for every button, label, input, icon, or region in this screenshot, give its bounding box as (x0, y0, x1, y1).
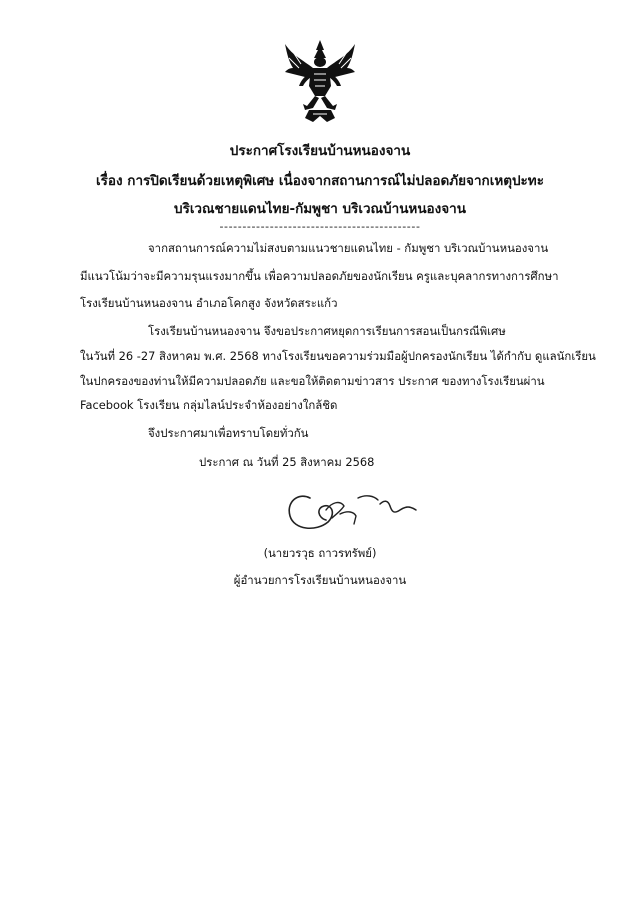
body-paragraph-2-line-2: ในวันที่ 26 -27 สิงหาคม พ.ศ. 2568 ทางโรงเรียนขอความร่วมมือผู้ปกครองนักเรียน ได้กำกับ ดูแลนักเรียน (80, 349, 596, 363)
announcement-subject-cont: บริเวณชายแดนไทย-กัมพูชา บริเวณบ้านหนองจาน (174, 201, 466, 217)
announcement-subject: เรื่อง การปิดเรียนด้วยเหตุพิเศษ เนื่องจากสถานการณ์ไม่ปลอดภัยจากเหตุปะทะ (96, 173, 544, 189)
body-paragraph-2-line-1: โรงเรียนบ้านหนองจาน จึงขอประกาศหยุดการเรียนการสอนเป็นกรณีพิเศษ (148, 324, 506, 338)
divider-line: -------------------------------------------- (219, 220, 421, 233)
signer-name: (นายวรวุธ ถาวรทรัพย์) (263, 546, 377, 560)
body-paragraph-1-line-1: จากสถานการณ์ความไม่สงบตามแนวชายแดนไทย - กัมพูชา บริเวณบ้านหนองจาน (148, 241, 549, 255)
garuda-emblem-icon (283, 38, 357, 124)
announcement-title: ประกาศโรงเรียนบ้านหนองจาน (229, 143, 411, 159)
announce-date: ประกาศ ณ วันที่ 25 สิงหาคม 2568 (199, 455, 375, 469)
body-paragraph-3: จึงประกาศมาเพื่อทราบโดยทั่วกัน (148, 426, 309, 440)
body-paragraph-1-line-3: โรงเรียนบ้านหนองจาน อำเภอโคกสูง จังหวัดสระแก้ว (80, 296, 338, 310)
body-paragraph-1-line-2: มีแนวโน้มว่าจะมีความรุนแรงมากขึ้น เพื่อความปลอดภัยของนักเรียน ครูและบุคลากรทางการศึกษา (80, 269, 559, 283)
signer-position: ผู้อำนวยการโรงเรียนบ้านหนองจาน (233, 573, 407, 587)
body-paragraph-2-line-4: Facebook โรงเรียน กลุ่มไลน์ประจำห้องอย่างใกล้ชิด (80, 398, 338, 412)
body-paragraph-2-line-3: ในปกครองของท่านให้มีความปลอดภัย และขอให้ติดตามข่าวสาร ประกาศ ของทางโรงเรียนผ่าน (80, 374, 545, 388)
handwritten-signature (282, 484, 422, 536)
